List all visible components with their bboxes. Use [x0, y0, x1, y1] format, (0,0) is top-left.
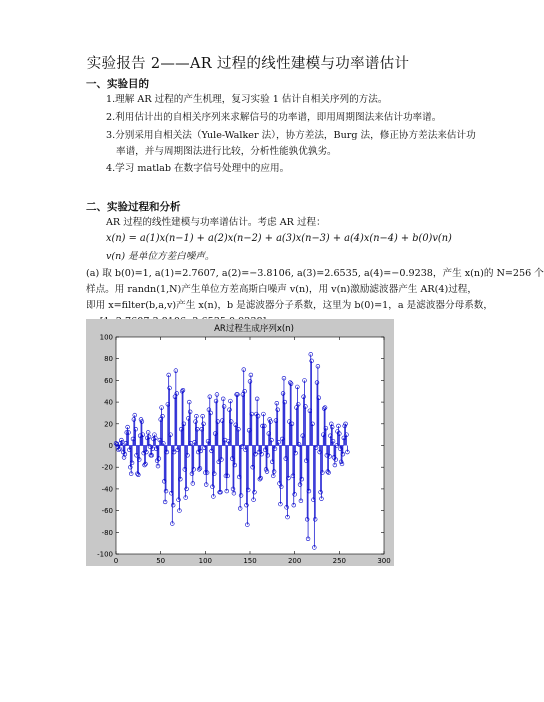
paragraph-line: (a) 取 b(0)=1, a(1)=2.7607, a(2)=−3.8106, a(3)=2.6535, a(4)=−0.9238，产生 x(n)的 N=256 个	[86, 268, 544, 279]
y-tick-label: 20	[104, 420, 113, 429]
process-intro: AR 过程的线性建模与功率谱估计。考虑 AR 过程：	[106, 217, 326, 228]
x-tick-label: 50	[156, 557, 166, 565]
noise-note: v(n) 是单位方差白噪声。	[106, 251, 215, 262]
section-2-heading: 二、实验过程和分析	[86, 201, 181, 213]
report-title: 实验报告 2——AR 过程的线性建模与功率谱估计	[86, 56, 410, 72]
x-tick-label: 150	[243, 557, 257, 565]
objective-item: 1.理解 AR 过程的产生机理，复习实验 1 估计自相关序列的方法。	[106, 94, 388, 105]
y-tick-label: -60	[101, 507, 113, 516]
objective-item: 2.利用估计出的自相关序列来求解信号的功率谱，即用周期图法来估计功率谱。	[106, 112, 442, 123]
x-tick-label: 300	[377, 557, 391, 565]
y-tick-label: 60	[104, 376, 113, 385]
x-tick-label: 200	[287, 557, 302, 565]
x-tick-label: 0	[113, 557, 119, 565]
y-tick-label: -100	[97, 550, 113, 559]
y-tick-label: 100	[99, 333, 113, 342]
chart-title: AR过程生成序列x(n)	[214, 324, 294, 334]
y-tick-label: -20	[101, 463, 113, 472]
stem-chart	[86, 319, 394, 566]
y-tick-label: 40	[104, 398, 113, 407]
objective-item: 率谱，并与周期图法进行比较，分析性能孰优孰劣。	[116, 146, 337, 157]
ar-equation: x(n) = a(1)x(n−1) + a(2)x(n−2) + a(3)x(n−3) + a(4)x(n−4) + b(0)v(n)	[106, 233, 452, 244]
stem-plot-figure	[86, 319, 394, 566]
paragraph-line: 样点。用 randn(1,N)产生单位方差高斯白噪声 v(n)，用 v(n)激励滤波器产生 AR(4)过程，	[86, 284, 477, 295]
paragraph-line: 即用 x=filter(b,a,v)产生 x(n)，b 是滤波器分子系数，这里为 b(0)=1，a 是滤波器分母系数，	[86, 300, 493, 311]
section-1-heading: 一、实验目的	[86, 78, 149, 90]
y-tick-label: -80	[101, 528, 113, 537]
objective-item: 3.分别采用自相关法（Yule-Walker 法），协方差法，Burg 法，修正协方差法来估计功	[106, 130, 476, 141]
y-tick-label: 80	[104, 355, 113, 364]
objective-item: 4.学习 matlab 在数字信号处理中的应用。	[106, 163, 290, 174]
x-tick-label: 100	[198, 557, 213, 565]
x-tick-label: 250	[332, 557, 347, 565]
y-tick-label: -40	[101, 485, 113, 494]
y-tick-label: 0	[108, 442, 113, 450]
